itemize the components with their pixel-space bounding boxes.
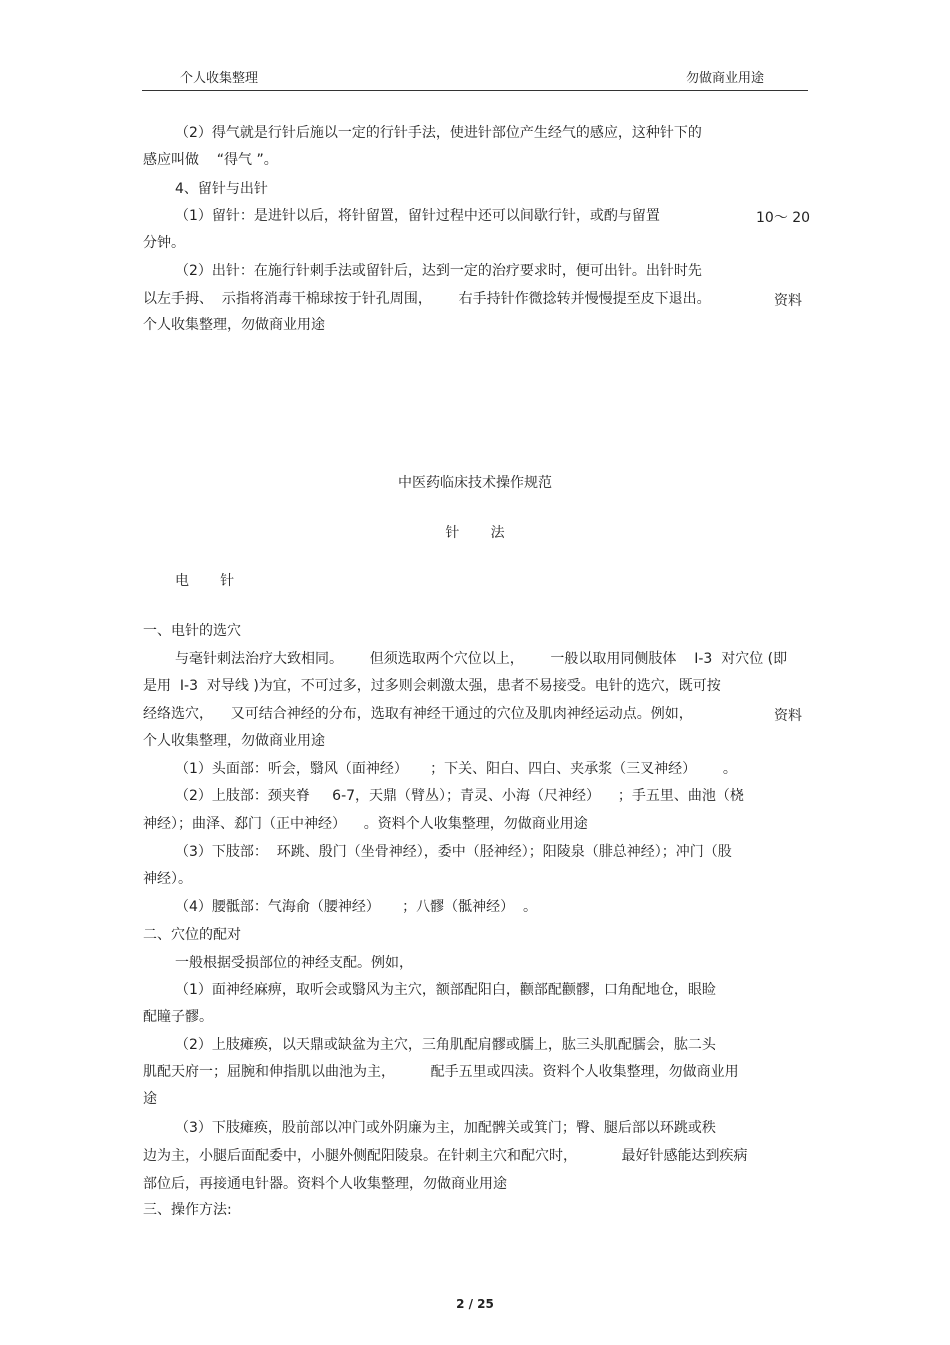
list-item-continuation: 肌配天府一；屈腕和伸指肌以曲池为主， 配手五里或四渎。资料个人收集整理，勿做商业用 [143,1064,739,1080]
paragraph-line: 与毫针刺法治疗大致相同。 但须选取两个穴位以上， 一般以取用同侧肢体 I-3 对穴位 (即 [175,651,788,667]
list-item: （2）上肢部：颈夹脊 6-7，天鼎（臂丛）；青灵、小海（尺神经） ；手五里、曲池（桡 [175,788,744,804]
header-divider [142,90,808,91]
list-item: （4）腰骶部：气海俞（腰神经） ；八髎（骶神经） 。 [175,899,538,915]
document-subtitle: 针 法 [445,525,505,541]
list-item-continuation: 配瞳子髎。 [143,1009,213,1025]
paragraph-line: 经络选穴， 又可结合神经的分布，选取有神经干通过的穴位及肌肉神经运动点。例如， [143,706,693,722]
list-item: （1）面神经麻痹，取听会或翳风为主穴，额部配阳白，颧部配颧髎，口角配地仓，眼睑 [175,982,716,998]
paragraph-line: （1）留针：是进针以后，将针留置，留针过程中还可以间歇行针，或酌与留置 [175,208,660,224]
section-title: 电 针 [175,573,235,589]
paragraph-line: 分钟。 [143,235,185,251]
page-number: 2 / 25 [456,1297,494,1311]
paragraph-line: 以左手拇、 示指将消毒干棉球按于针孔周围， 右手持针作微捻转并慢慢提至皮下退出。 [143,291,711,307]
list-item-continuation: 部位后，再接通电针器。资料个人收集整理，勿做商业用途 [143,1176,507,1192]
subheading: 4、留针与出针 [175,181,268,197]
document-title: 中医药临床技术操作规范 [398,475,552,491]
paragraph-line-tail: 资料 [774,708,802,724]
list-item: （1）头面部：听会，翳风（面神经） ；下关、阳白、四白、夹承浆（三叉神经） 。 [175,761,737,777]
list-item-continuation: 边为主，小腿后面配委中，小腿外侧配阳陵泉。在针刺主穴和配穴时， 最好针感能达到疾病 [143,1148,748,1164]
list-item: （3）下肢瘫痪，股前部以冲门或外阴廉为主，加配髀关或箕门；臀、腿后部以环跳或秩 [175,1120,716,1136]
paragraph-line: 一般根据受损部位的神经支配。例如， [175,955,413,971]
paragraph-line: 是用 I-3 对导线 )为宜，不可过多，过多则会刺激太强，患者不易接受。电针的选穴，既可按 [143,678,721,694]
paragraph-line-tail: 资料 [774,293,802,309]
paragraph-line: 感应叫做 “得气 ”。 [143,152,278,168]
list-item-continuation: 途 [143,1091,157,1107]
header-right-text: 勿做商业用途 [686,71,765,86]
list-item: （2）上肢瘫痪，以天鼎或缺盆为主穴，三角肌配肩髎或臑上，肱三头肌配臑会，肱二头 [175,1037,716,1053]
paragraph-line-tail: 10～ 20 [756,210,811,226]
section-heading: 三、操作方法: [143,1202,232,1218]
paragraph-line: （2）得气就是行针后施以一定的行针手法，使进针部位产生经气的感应，这种针下的 [175,125,702,141]
paragraph-line: 个人收集整理，勿做商业用途 [143,317,325,333]
list-item-continuation: 神经）。 [143,871,192,887]
list-item-continuation: 神经）；曲泽、郄门（正中神经） 。资料个人收集整理，勿做商业用途 [143,816,588,832]
paragraph-line: 个人收集整理，勿做商业用途 [143,733,325,749]
section-heading: 一、电针的选穴 [143,623,241,639]
paragraph-line: （2）出针：在施行针刺手法或留针后，达到一定的治疗要求时，便可出针。出针时先 [175,263,702,279]
list-item: （3）下肢部： 环跳、殷门（坐骨神经），委中（胫神经）；阳陵泉（腓总神经）；冲门（股 [175,844,732,860]
section-heading: 二、穴位的配对 [143,927,241,943]
header-left-text: 个人收集整理 [180,71,259,86]
